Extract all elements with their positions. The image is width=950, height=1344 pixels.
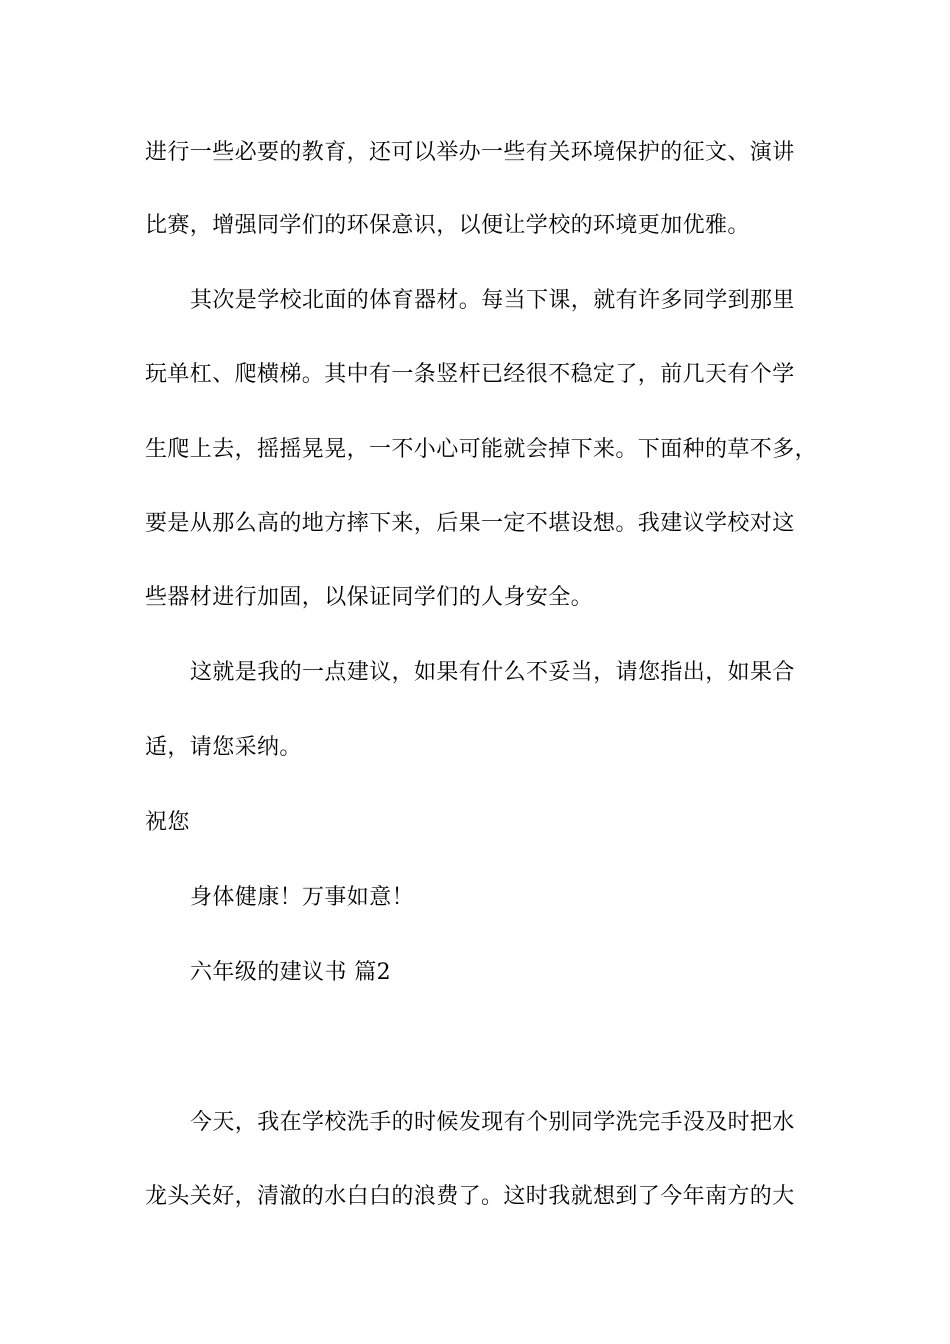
paragraph-line: 生爬上去，摇摇晃晃，一不小心可能就会掉下来。下面种的草不多， (145, 437, 818, 462)
paragraph-line: 适，请您采纳。 (145, 735, 302, 760)
paragraph-line: 进行一些必要的教育，还可以举办一些有关环境保护的征文、演讲 (145, 140, 795, 165)
paragraph-line: 龙头关好，清澈的水白白的浪费了。这时我就想到了今年南方的大 (145, 1184, 795, 1209)
paragraph-line: 其次是学校北面的体育器材。每当下课，就有许多同学到那里 (190, 288, 795, 313)
section-heading: 六年级的建议书 篇2 (190, 960, 391, 985)
closing-wish: 身体健康！万事如意！ (190, 885, 415, 910)
paragraph-line: 这就是我的一点建议，如果有什么不妥当，请您指出，如果合 (190, 660, 795, 685)
paragraph-line: 要是从那么高的地方摔下来，后果一定不堪设想。我建议学校对这 (145, 511, 795, 536)
paragraph-line: 些器材进行加固，以保证同学们的人身安全。 (145, 585, 594, 610)
paragraph-line: 比赛，增强同学们的环保意识，以便让学校的环境更加优雅。 (145, 213, 750, 238)
paragraph-line: 今天，我在学校洗手的时候发现有个别同学洗完手没及时把水 (190, 1110, 795, 1135)
paragraph-line: 玩单杠、爬横梯。其中有一条竖杆已经很不稳定了，前几天有个学 (145, 362, 795, 387)
closing-salutation: 祝您 (145, 810, 190, 835)
